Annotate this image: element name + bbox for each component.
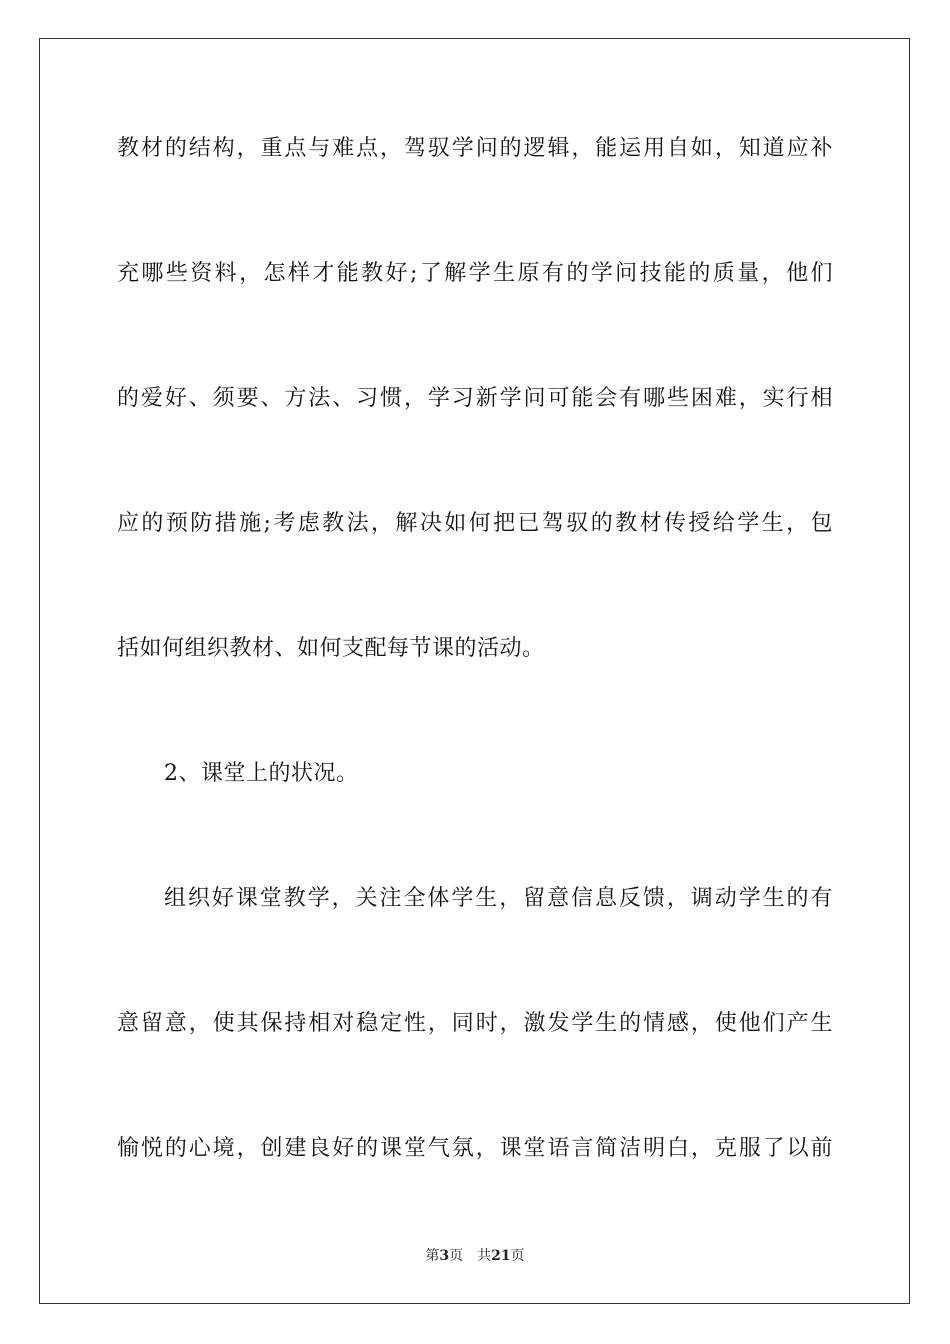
current-page-number: 3 [439,1248,450,1264]
paragraph-line-1: 教材的结构，重点与难点，驾驭学问的逻辑，能运用自如，知道应补 [117,136,833,161]
total-suffix: 页 [510,1248,525,1264]
page-frame [39,38,910,1304]
paragraph-line-7: 意留意，使其保持相对稳定性，同时，激发学生的情感，使他们产生 [117,1011,833,1036]
total-prefix: 共 [477,1248,492,1264]
page-suffix: 页 [449,1248,464,1264]
paragraph-line-8: 愉悦的心境，创建良好的课堂气氛，课堂语言简洁明白，克服了以前 [117,1136,833,1161]
page-prefix: 第 [425,1248,440,1264]
total-page-count: 21 [491,1248,511,1264]
section-heading: 2、课堂上的状况。 [164,761,359,786]
paragraph-line-5: 括如何组织教材、如何支配每节课的活动。 [117,636,545,661]
paragraph-line-2: 充哪些资料，怎样才能教好;了解学生原有的学问技能的质量，他们 [117,261,833,286]
paragraph-line-4: 应的预防措施;考虑教法，解决如何把已驾驭的教材传授给学生，包 [117,511,833,536]
paragraph-line-6: 组织好课堂教学，关注全体学生，留意信息反馈，调动学生的有 [164,886,833,911]
paragraph-line-3: 的爱好、须要、方法、习惯，学习新学问可能会有哪些困难，实行相 [117,386,833,411]
page-footer [0,1246,950,1266]
